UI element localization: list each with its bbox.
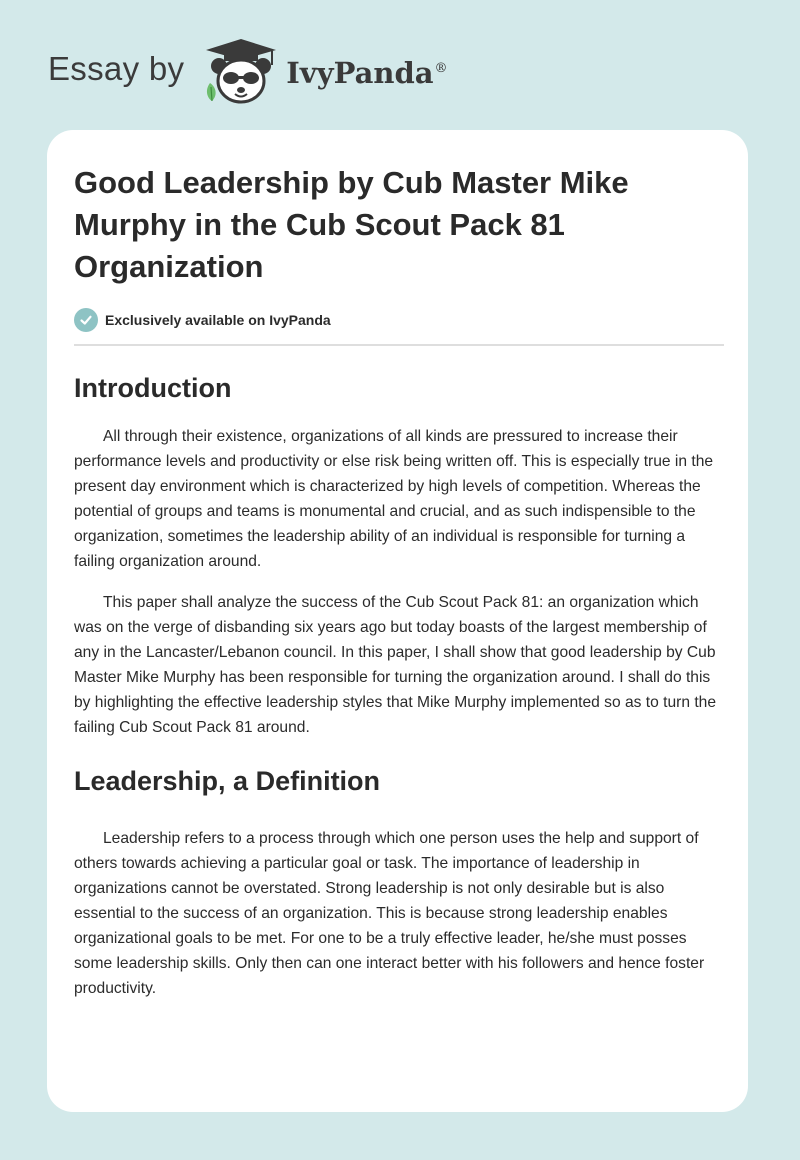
ivypanda-logo-icon	[202, 35, 280, 109]
essay-by-label: Essay by	[48, 50, 185, 87]
exclusive-badge	[74, 308, 724, 332]
section-heading: Leadership, a Definition	[74, 766, 381, 796]
section-heading: Introduction	[74, 373, 232, 403]
exclusive-badge-label: Exclusively available on IvyPanda	[105, 312, 331, 328]
brand-name[interactable]	[286, 56, 447, 90]
registered-mark: ®	[434, 61, 448, 77]
section-leadership-definition	[74, 765, 724, 1001]
paragraph: All through their existence, organizations of all kinds are pressured to increase their performance levels and productivity or else risk being written off. This is especially true in the present day environment which is characterized by high levels of competition. Whereas the potential of groups and teams is monumental and crucial, and as such indispensible to the organization, sometimes the leadership ability of an individual is responsible for turning a failing organization around.	[74, 428, 714, 570]
brand-name-text: IvyPanda	[286, 56, 434, 90]
site-header	[48, 32, 448, 112]
essay-card	[47, 130, 748, 1112]
paragraph: This paper shall analyze the success of the Cub Scout Pack 81: an organization which was on the verge of disbanding six years ago but today boasts of the largest membership of any in the Lancaster/Lebanon council. In this paper, I shall show that good leadership by Cub Master Mike Murphy has been responsible for turning the organization around. I shall do this by highlighting the effective leadership styles that Mike Murphy implemented so as to turn the failing Cub Scout Pack 81 around.	[74, 594, 717, 736]
essay-content	[74, 162, 724, 1001]
title-divider	[74, 344, 724, 346]
essay-title: Good Leadership by Cub Master Mike Murphy in the Cub Scout Pack 81 Organization	[74, 165, 629, 284]
paragraph: Leadership refers to a process through which one person uses the help and support of others towards achieving a particular goal or task. The importance of leadership in organizations cannot be overstated. Strong leadership is not only desirable but is also essential to the success of an organization. This is because strong leadership enables organizational goals to be met. For one to be a truly effective leader, he/she must posses some leadership skills. Only then can one interact better with his followers and hence foster productivity.	[74, 830, 705, 997]
section-introduction	[74, 372, 724, 740]
check-circle-icon	[74, 308, 98, 332]
